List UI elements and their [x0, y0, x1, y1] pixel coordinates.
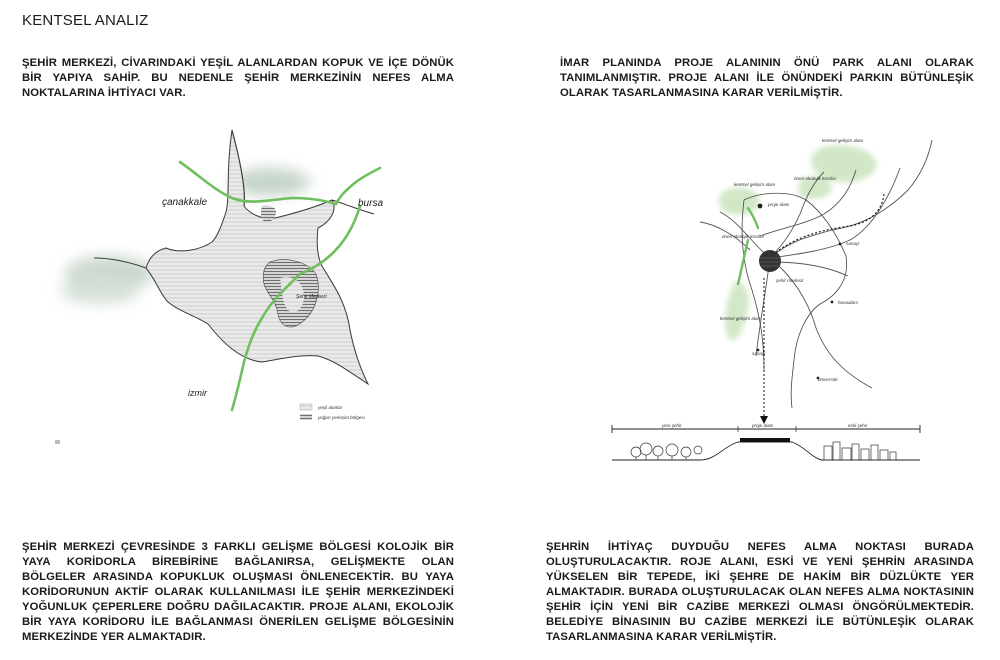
text-top-left: ŞEHİR MERKEZİ, CİVARINDAKİ YEŞİL ALANLARDAN KOPUK VE İÇE DÖNÜK BİR YAPIYA SAHİP. BU NEDENLE ŞEHİR MERKEZİNİN NEFES ALMA NOKTALARINA İHTİYACI VAR.	[22, 57, 454, 99]
project-site-marker	[759, 250, 781, 272]
label-center: şehir merkezi	[776, 278, 804, 283]
label-canakkale: çanakkale	[162, 197, 208, 208]
label-project: proje alanı	[768, 202, 790, 207]
label-universite: üniversite	[818, 377, 838, 382]
corridor-lines	[738, 208, 758, 284]
legend-green-label: yeşil alanlar	[318, 405, 343, 410]
section-diagram	[612, 423, 920, 460]
label-growth-1: kentsel gelişim alanı	[822, 138, 864, 143]
label-corridor-1: öneri ekolojik koridor	[794, 176, 837, 181]
label-bursa: bursa	[358, 198, 384, 209]
label-havaalani: havaalanı	[838, 300, 858, 305]
text-top-right: İMAR PLANINDA PROJE ALANININ ÖNÜ PARK ALANI OLARAK TANIMLANMIŞTIR. PROJE ALANI İLE ÖNÜNDEKİ PARKIN BÜTÜNLEŞİK OLARAK TASARLANMASINA KARAR VERİLMİŞTİR.	[560, 57, 974, 99]
text-bottom-left: ŞEHİR MERKEZİ ÇEVRESİNDE 3 FARKLI GELİŞME BÖLGESİ KOLOJİK BİR YAYA KORİDORLA BİREBİRİNE BAĞLANIRSA, GELİŞMEKTE OLAN BÖLGELER ARASINDA KOPUKLUK OLUŞMASI ÖNLENECEKTİR. BU YAYA KORİDORUNUN AKTİF OLARAK KULLANILMASI İLE ŞEHİR MERKEZİNDEKİ YOĞUNLUK ÇEPERLERE DOĞRU DAĞILACAKTIR. PROJE ALANI, EKOLOJİK BİR YAYA KORİDORU İLE BAĞLANMASI ÖNERİLEN GELİŞME BÖLGESİNİN MERKEZİNDE YER ALMAKTADIR.	[22, 541, 454, 643]
page-title: KENTSEL ANALIZ	[22, 12, 149, 29]
text-bottom-right: ŞEHRİN İHTİYAÇ DUYDUĞU NEFES ALMA NOKTASI BURADA OLUŞTURULACAKTIR. ROJE ALANI, ESKİ VE YENİ ŞEHRİN ARASINDA YÜKSELEN BİR TEPEDE, İKİ ŞEHRE DE HAKİM BİR DÜZLÜKTE YER ALMAKTADIR. BURADA OLUŞTURULACAK OLAN NEFES ALMA NOKTASININ ŞEHİR İÇİN YENİ BİR CAZİBE MERKEZİ OLMASI ÖNGÖRÜLMEKTEDİR. BELEDİYE BİNASININ BU CAZİBE MERKEZİ İLE BÜTÜNLEŞİK OLARAK TASARLANMASINA KARAR VERİLMİŞTİR.	[546, 541, 974, 643]
section-label-project: proje alanı	[752, 423, 774, 428]
label-corridor-2: öneri ekolojik koridor	[722, 234, 765, 239]
label-sanayi-2: sanayi	[752, 351, 766, 356]
label-izmir: izmir	[188, 388, 207, 398]
label-growth-3: kentsel gelişim alanı	[720, 316, 762, 321]
label-growth-2: kentsel gelişim alanı	[734, 182, 776, 187]
section-label-old: eski şehir	[848, 423, 868, 428]
label-sanayi-1: sanayi	[846, 241, 860, 246]
label-city-center: Şehir Merkezi	[296, 294, 327, 300]
legend-dense-label: yoğun yerleşim bölgesi	[318, 415, 365, 420]
section-label-new: yeni şehir	[662, 423, 682, 428]
